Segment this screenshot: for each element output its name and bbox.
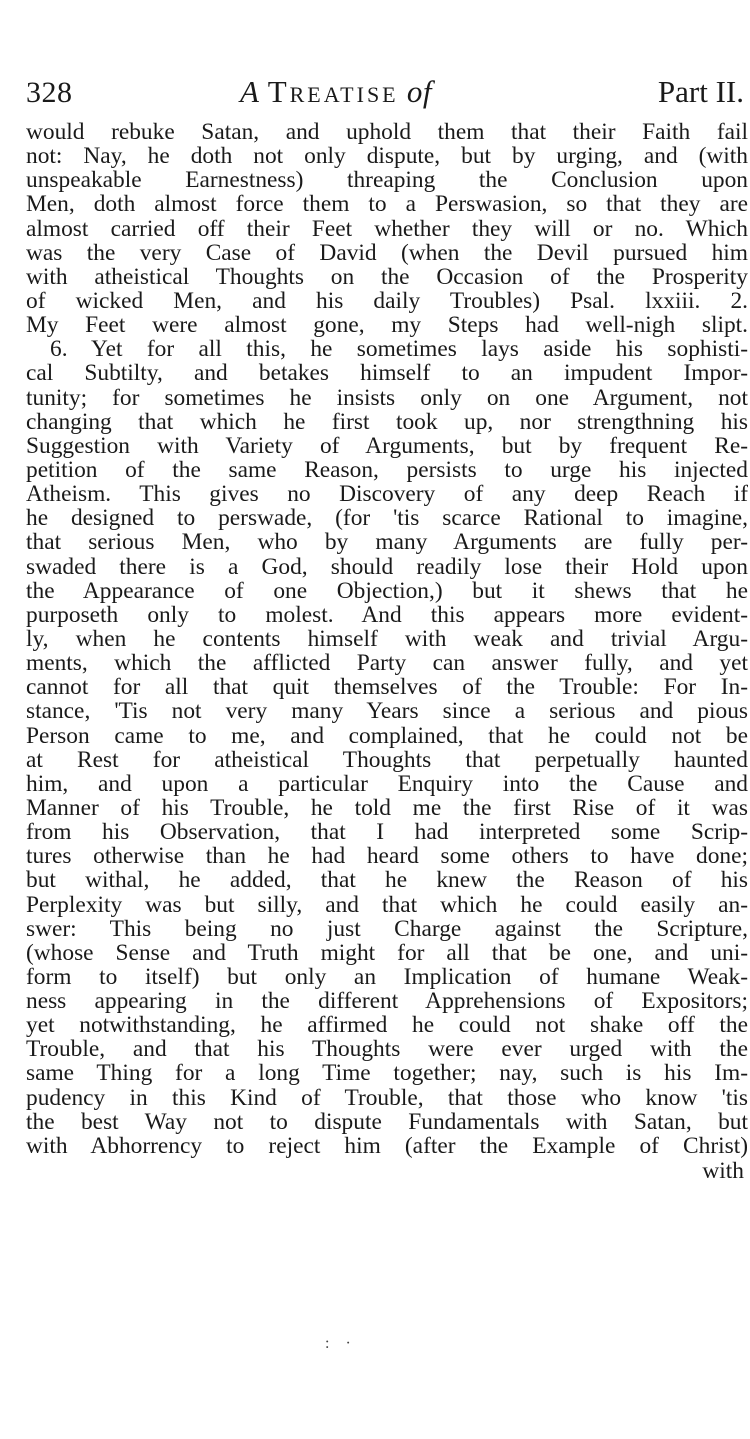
text-line: Manner of his Trouble, he told me the first Rise of it was: [26, 795, 748, 821]
text-line: ments, which the afflicted Party can answer fully, and yet: [26, 651, 748, 676]
text-line: Suggestion with Variety of Arguments, but by frequent Re-: [26, 433, 748, 458]
page-number: 328: [26, 76, 73, 109]
text-line: yet notwithstanding, he affirmed he could not shake off the: [26, 1013, 748, 1038]
text-line: him, and upon a particular Enquiry into the Cause and: [26, 771, 748, 796]
text-line: the best Way not to dispute Fundamentals with Satan, but: [26, 1109, 748, 1134]
text-line: Men, doth almost force them to a Perswasion, so that they are: [26, 192, 748, 217]
text-line: unspeakable Earnestness) threaping the Conclusion upon: [26, 168, 748, 193]
title-suffix: of: [406, 74, 432, 109]
text-line: tures otherwise than he had heard some others to have done;: [26, 844, 748, 869]
text-line: would rebuke Satan, and uphold them that their Faith fail: [26, 120, 748, 145]
text-line: but withal, he added, that he knew the Reason of his: [26, 868, 748, 893]
printer-marks: : ·: [325, 1335, 357, 1352]
running-title: [240, 74, 432, 110]
running-header: [26, 68, 748, 120]
text-line: Perplexity was but silly, and that which he could easily an-: [26, 892, 748, 917]
text-line: not: Nay, he doth not only dispute, but by urging, and (with: [26, 144, 748, 169]
text-line: (whose Sense and Truth might for all that be one, and uni-: [26, 940, 748, 965]
text-line: purposeth only to molest. And this appears more evident-: [26, 602, 748, 627]
text-line: My Feet were almost gone, my Steps had well-nigh slipt.: [26, 313, 748, 338]
text-line: of wicked Men, and his daily Troubles) Psal. lxxiii. 2.: [26, 288, 748, 314]
text-line: stance, 'Tis not very many Years since a serious and pious: [26, 699, 748, 724]
text-line: from his Observation, that I had interpreted some Scrip-: [26, 820, 748, 845]
part-label: Part II.: [657, 74, 744, 109]
text-line: Atheism. This gives no Discovery of any deep Reach if: [26, 482, 748, 507]
text-line: at Rest for atheistical Thoughts that perpetually haunted: [26, 747, 748, 772]
text-line: with atheistical Thoughts on the Occasion of the Prosperity: [26, 264, 748, 289]
text-line: swer: This being no just Charge against the Scripture,: [26, 916, 748, 941]
text-line: swaded there is a God, should readily lose their Hold upon: [26, 554, 748, 579]
text-line: he designed to perswade, (for 'tis scarce Rational to imagine,: [26, 506, 748, 531]
text-line: ness appearing in the different Apprehensions of Expositors;: [26, 989, 748, 1014]
text-line: form to itself) but only an Implication of humane Weak-: [26, 964, 748, 990]
text-line: changing that which he first took up, nor strengthning his: [26, 409, 748, 434]
text-line: was the very Case of David (when the Devil pursued him: [26, 240, 748, 265]
text-line: cal Subtilty, and betakes himself to an impudent Impor-: [26, 361, 748, 386]
text-line: that serious Men, who by many Arguments are fully per-: [26, 530, 748, 555]
body-text: [26, 120, 748, 1158]
text-line: with Abhorrency to reject him (after the Example of Christ): [26, 1133, 748, 1159]
catchword: with: [702, 1158, 744, 1185]
title-main: Treatise: [267, 74, 399, 109]
title-prefix: A: [240, 74, 260, 109]
text-line: 6. Yet for all this, he sometimes lays aside his sophisti-: [50, 337, 748, 362]
text-line: tunity; for sometimes he insists only on one Argument, not: [26, 385, 748, 410]
text-line: pudency in this Kind of Trouble, that those who know 'tis: [26, 1085, 748, 1110]
book-page: [26, 68, 748, 1185]
text-line: cannot for all that quit themselves of the Trouble: For In-: [26, 675, 748, 700]
text-line: Trouble, and that his Thoughts were ever urged with the: [26, 1037, 748, 1062]
text-line: same Thing for a long Time together; nay, such is his Im-: [26, 1061, 748, 1086]
text-line: petition of the same Reason, persists to urge his injected: [26, 457, 748, 483]
text-line: ly, when he contents himself with weak and trivial Argu-: [26, 626, 748, 652]
text-line: Person came to me, and complained, that he could not be: [26, 723, 748, 748]
text-line: the Appearance of one Objection,) but it shews that he: [26, 578, 748, 603]
catchword-row: [26, 1158, 748, 1185]
text-line: almost carried off their Feet whether they will or no. Which: [26, 216, 748, 241]
